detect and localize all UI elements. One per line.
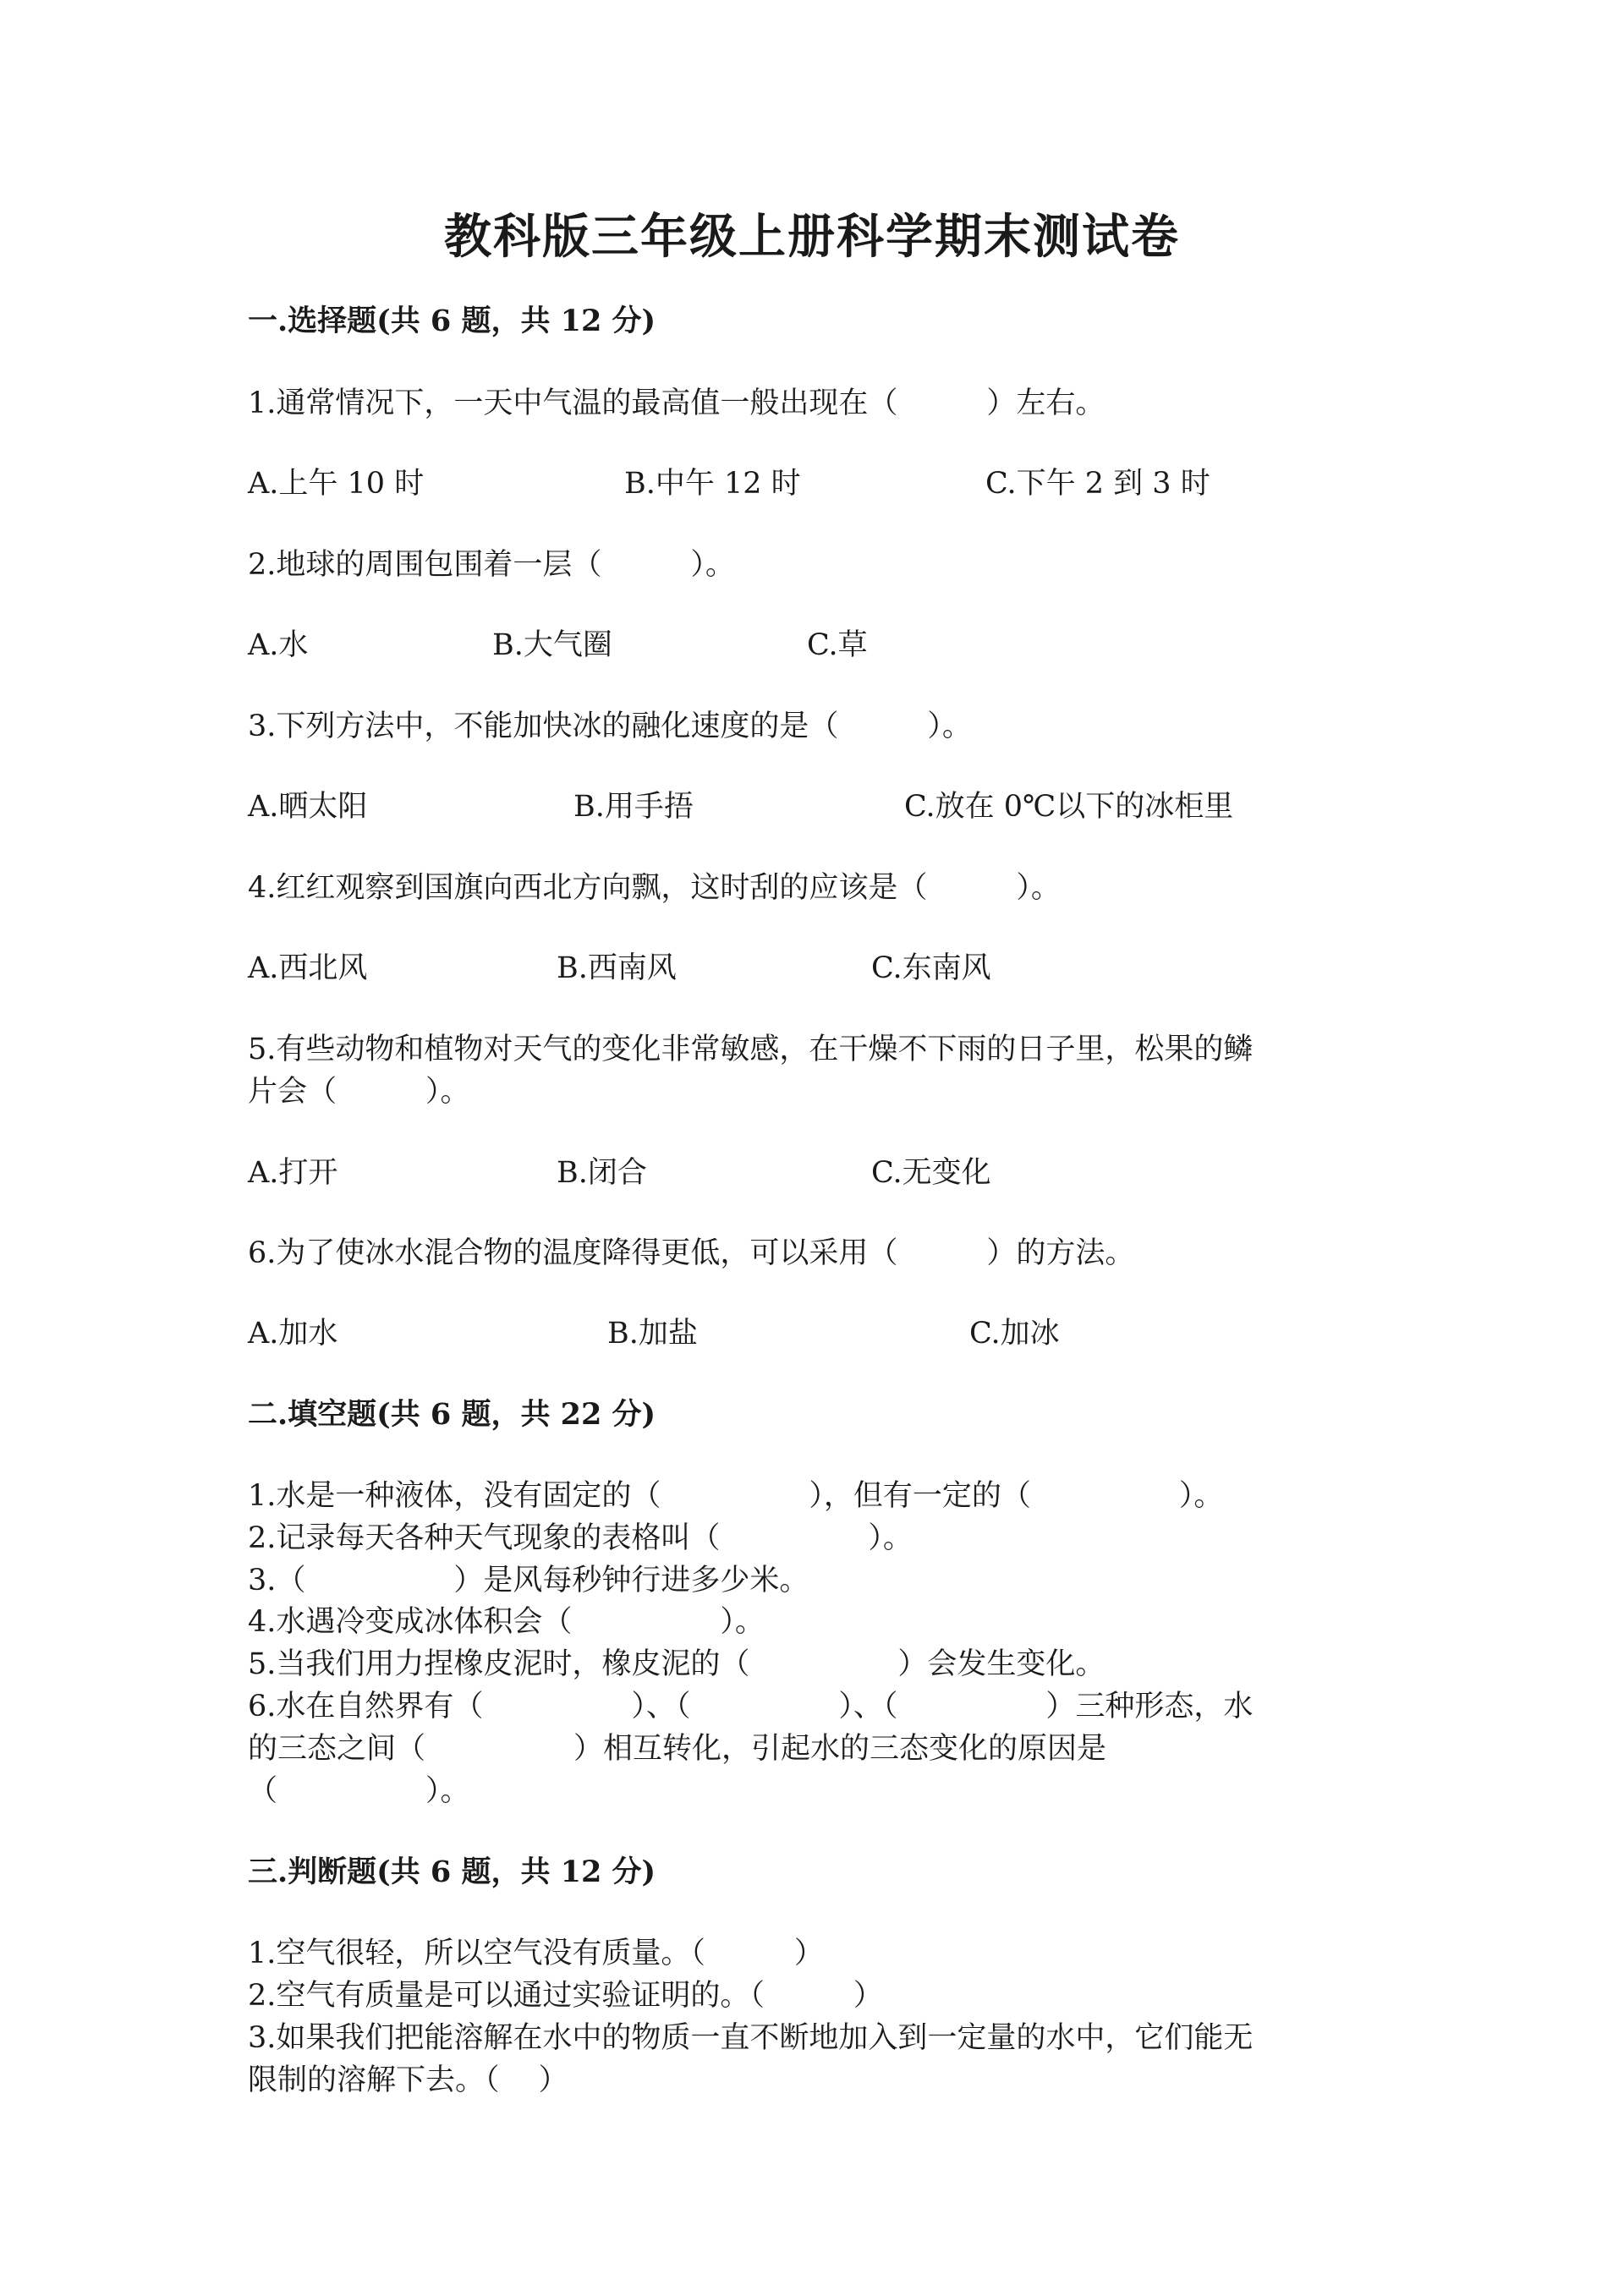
question-stem: 1.通常情况下，一天中气温的最高值一般出现在（ ）左右。 bbox=[248, 386, 1106, 420]
option-a: A.打开 bbox=[248, 1156, 338, 1190]
option-b: B.闭合 bbox=[557, 1156, 647, 1190]
option-c: C.草 bbox=[807, 628, 868, 662]
question-stem-line: 片会（ ）。 bbox=[248, 1075, 470, 1109]
option-c: C.放在 0℃以下的冰柜里 bbox=[904, 790, 1234, 824]
option-c: C.无变化 bbox=[871, 1156, 991, 1190]
option-b: B.中午 12 时 bbox=[624, 467, 801, 501]
judge-line: 限制的溶解下去。（ ） bbox=[248, 2063, 568, 2097]
option-b: B.用手捂 bbox=[573, 790, 694, 824]
option-c: C.下午 2 到 3 时 bbox=[985, 467, 1210, 501]
fill-line: 2.记录每天各种天气现象的表格叫（ ）。 bbox=[248, 1521, 913, 1555]
page-title: 教科版三年级上册科学期末测试卷 bbox=[444, 209, 1180, 265]
question-stem: 2.地球的周围包围着一层（ ）。 bbox=[248, 548, 735, 582]
fill-line: 1.水是一种液体，没有固定的（ ），但有一定的（ ）。 bbox=[248, 1479, 1224, 1513]
section-heading-judge: 三.判断题(共 6 题，共 12 分) bbox=[248, 1855, 656, 1889]
option-a: A.水 bbox=[248, 628, 309, 662]
question-stem: 6.为了使冰水混合物的温度降得更低，可以采用（ ）的方法。 bbox=[248, 1236, 1135, 1270]
section-heading-fill: 二.填空题(共 6 题，共 22 分) bbox=[248, 1397, 656, 1432]
question-stem: 3.下列方法中，不能加快冰的融化速度的是（ ）。 bbox=[248, 710, 972, 743]
judge-line: 3.如果我们把能溶解在水中的物质一直不断地加入到一定量的水中，它们能无 bbox=[248, 2021, 1254, 2055]
fill-line: （ ）。 bbox=[248, 1774, 470, 1808]
question-stem-line: 5.有些动物和植物对天气的变化非常敏感，在干燥不下雨的日子里，松果的鳞 bbox=[248, 1033, 1254, 1066]
section-heading-choice: 一.选择题(共 6 题，共 12 分) bbox=[248, 304, 656, 338]
option-c: C.加冰 bbox=[969, 1317, 1060, 1351]
fill-line: 3.（ ）是风每秒钟行进多少米。 bbox=[248, 1564, 809, 1597]
option-c: C.东南风 bbox=[871, 951, 991, 985]
fill-line: 6.水在自然界有（ ）、（ ）、（ ）三种形态，水 bbox=[248, 1690, 1254, 1723]
question-stem: 4.红红观察到国旗向西北方向飘，这时刮的应该是（ ）。 bbox=[248, 871, 1061, 905]
option-b: B.大气圈 bbox=[492, 628, 612, 662]
option-a: A.晒太阳 bbox=[248, 790, 368, 824]
option-a: A.上午 10 时 bbox=[248, 467, 425, 501]
option-a: A.加水 bbox=[248, 1317, 338, 1351]
option-a: A.西北风 bbox=[248, 951, 368, 985]
judge-line: 2.空气有质量是可以通过实验证明的。（ ） bbox=[248, 1979, 883, 2013]
option-b: B.西南风 bbox=[557, 951, 677, 985]
fill-line: 5.当我们用力捏橡皮泥时，橡皮泥的（ ）会发生变化。 bbox=[248, 1647, 1106, 1681]
option-b: B.加盐 bbox=[607, 1317, 698, 1351]
fill-line: 的三态之间（ ）相互转化，引起水的三态变化的原因是 bbox=[248, 1732, 1107, 1766]
judge-line: 1.空气很轻，所以空气没有质量。（ ） bbox=[248, 1937, 824, 1970]
fill-line: 4.水遇冷变成冰体积会（ ）。 bbox=[248, 1605, 765, 1639]
